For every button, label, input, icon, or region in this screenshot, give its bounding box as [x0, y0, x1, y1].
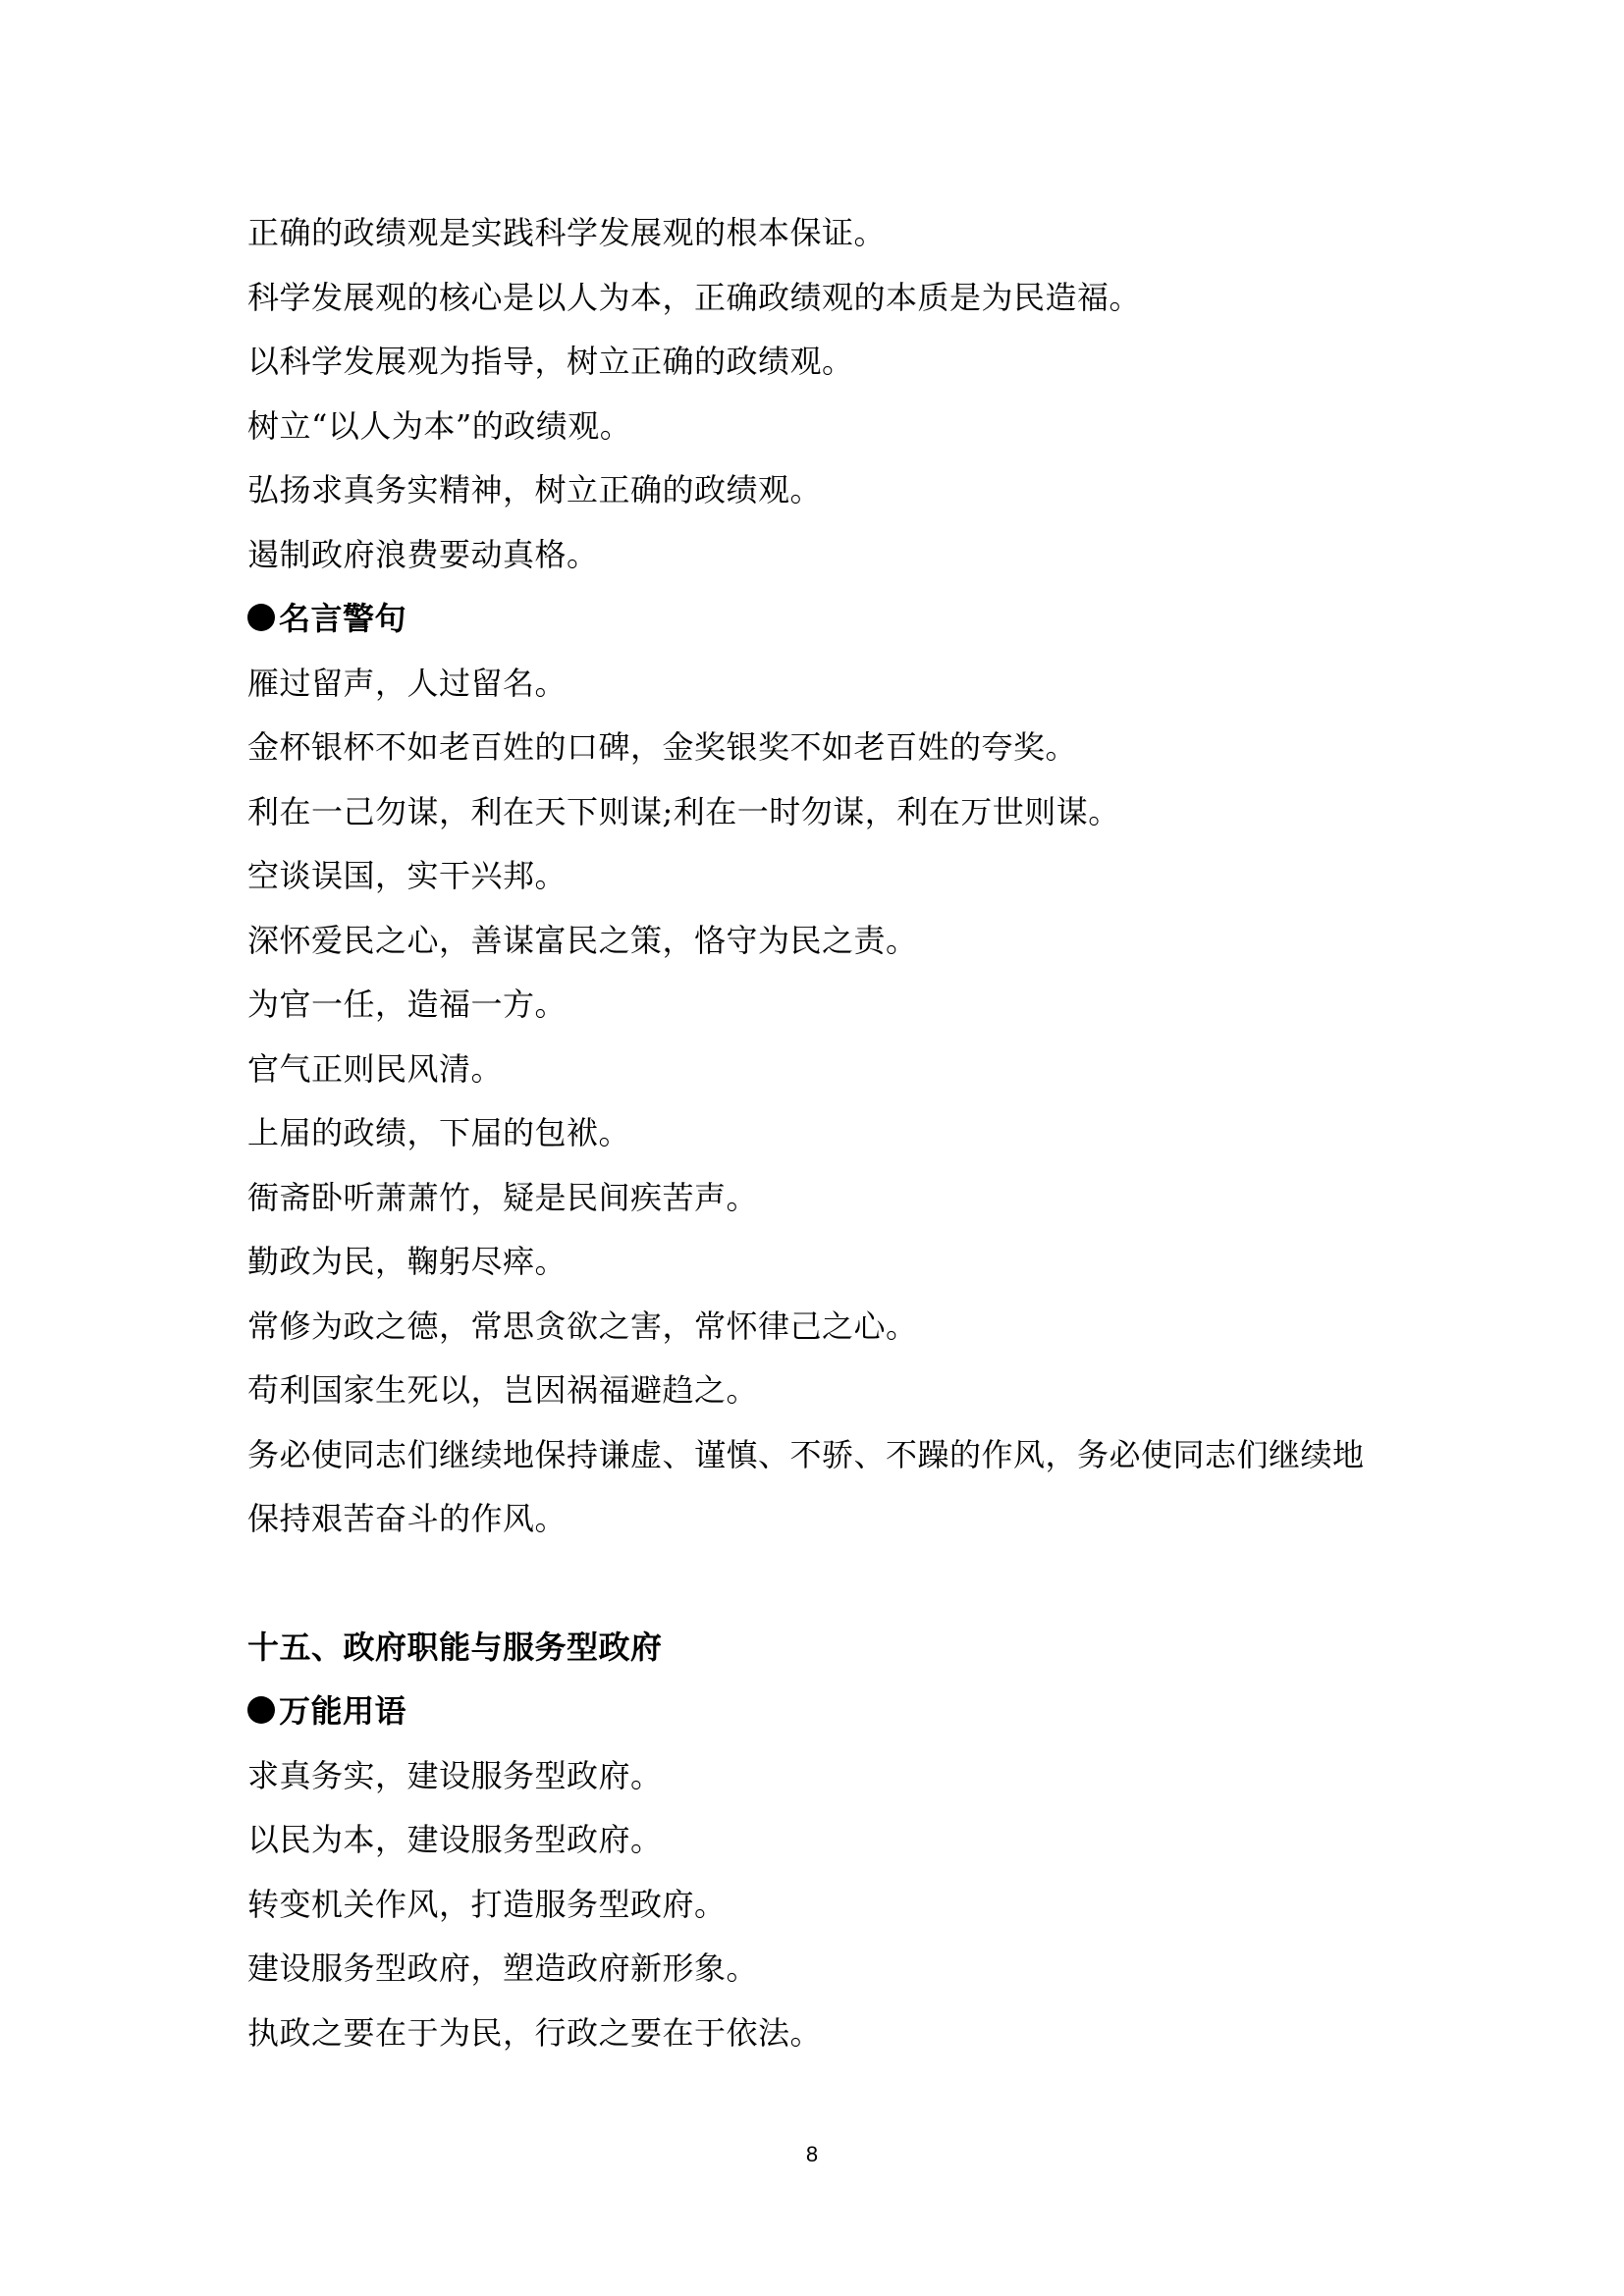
quote-line: 为官一任，造福一方。 [247, 986, 568, 1023]
quote-line: 衙斋卧听萧萧竹，疑是民间疾苦声。 [247, 1178, 759, 1216]
universal-line: 以民为本，建设服务型政府。 [247, 1821, 663, 1858]
quotes-heading [247, 587, 1396, 652]
universal-heading [247, 1680, 1396, 1744]
quote-line: 上届的政绩，下届的包袱。 [247, 1114, 631, 1151]
section-15-title: 十五、政府职能与服务型政府 [247, 1628, 663, 1666]
text-line: 遏制政府浪费要动真格。 [247, 535, 599, 573]
universal-line: 执政之要在于为民，行政之要在于依法。 [247, 2013, 823, 2052]
quote-line: 常修为政之德，常思贪欲之害，常怀律己之心。 [247, 1307, 918, 1345]
universal-line: 建设服务型政府，塑造政府新形象。 [247, 1949, 759, 1987]
quote-line: 保持艰苦奋斗的作风。 [247, 1500, 568, 1537]
quotes-heading-label: 名言警句 [279, 600, 407, 637]
quote-line: 勤政为民，鞠躬尽瘁。 [247, 1243, 568, 1280]
universal-line: 求真务实，建设服务型政府。 [247, 1756, 663, 1794]
quote-line: 苟利国家生死以，岂因祸福避趋之。 [247, 1371, 759, 1409]
quote-line: 利在一己勿谋，利在天下则谋;利在一时勿谋，利在万世则谋。 [247, 792, 1120, 830]
bullet-icon [247, 1696, 275, 1724]
universal-heading-label: 万能用语 [279, 1692, 407, 1730]
bullet-icon [247, 604, 275, 631]
quote-line: 金杯银杯不如老百姓的口碑，金奖银奖不如老百姓的夸奖。 [247, 728, 1078, 766]
quote-line: 务必使同志们继续地保持谦虚、谨慎、不骄、不躁的作风，务必使同志们继续地 [247, 1435, 1365, 1473]
quote-line: 空谈误国，实干兴邦。 [247, 857, 568, 894]
page-number: 8 [805, 2142, 819, 2166]
universal-line: 转变机关作风，打造服务型政府。 [247, 1885, 727, 1923]
text-line: 正确的政绩观是实践科学发展观的根本保证。 [247, 214, 887, 251]
text-line: 科学发展观的核心是以人为本，正确政绩观的本质是为民造福。 [247, 278, 1142, 316]
page-content [247, 201, 1396, 2065]
quote-line: 官气正则民风清。 [247, 1049, 504, 1088]
quote-line: 深怀爱民之心，善谋富民之策，恪守为民之责。 [247, 921, 918, 959]
section-gap [247, 1552, 1396, 1616]
text-line: 以科学发展观为指导，树立正确的政绩观。 [247, 343, 854, 380]
text-line: 弘扬求真务实精神，树立正确的政绩观。 [247, 471, 823, 508]
quote-line: 雁过留声，人过留名。 [247, 664, 568, 702]
text-line: 树立“以人为本”的政绩观。 [247, 406, 632, 445]
